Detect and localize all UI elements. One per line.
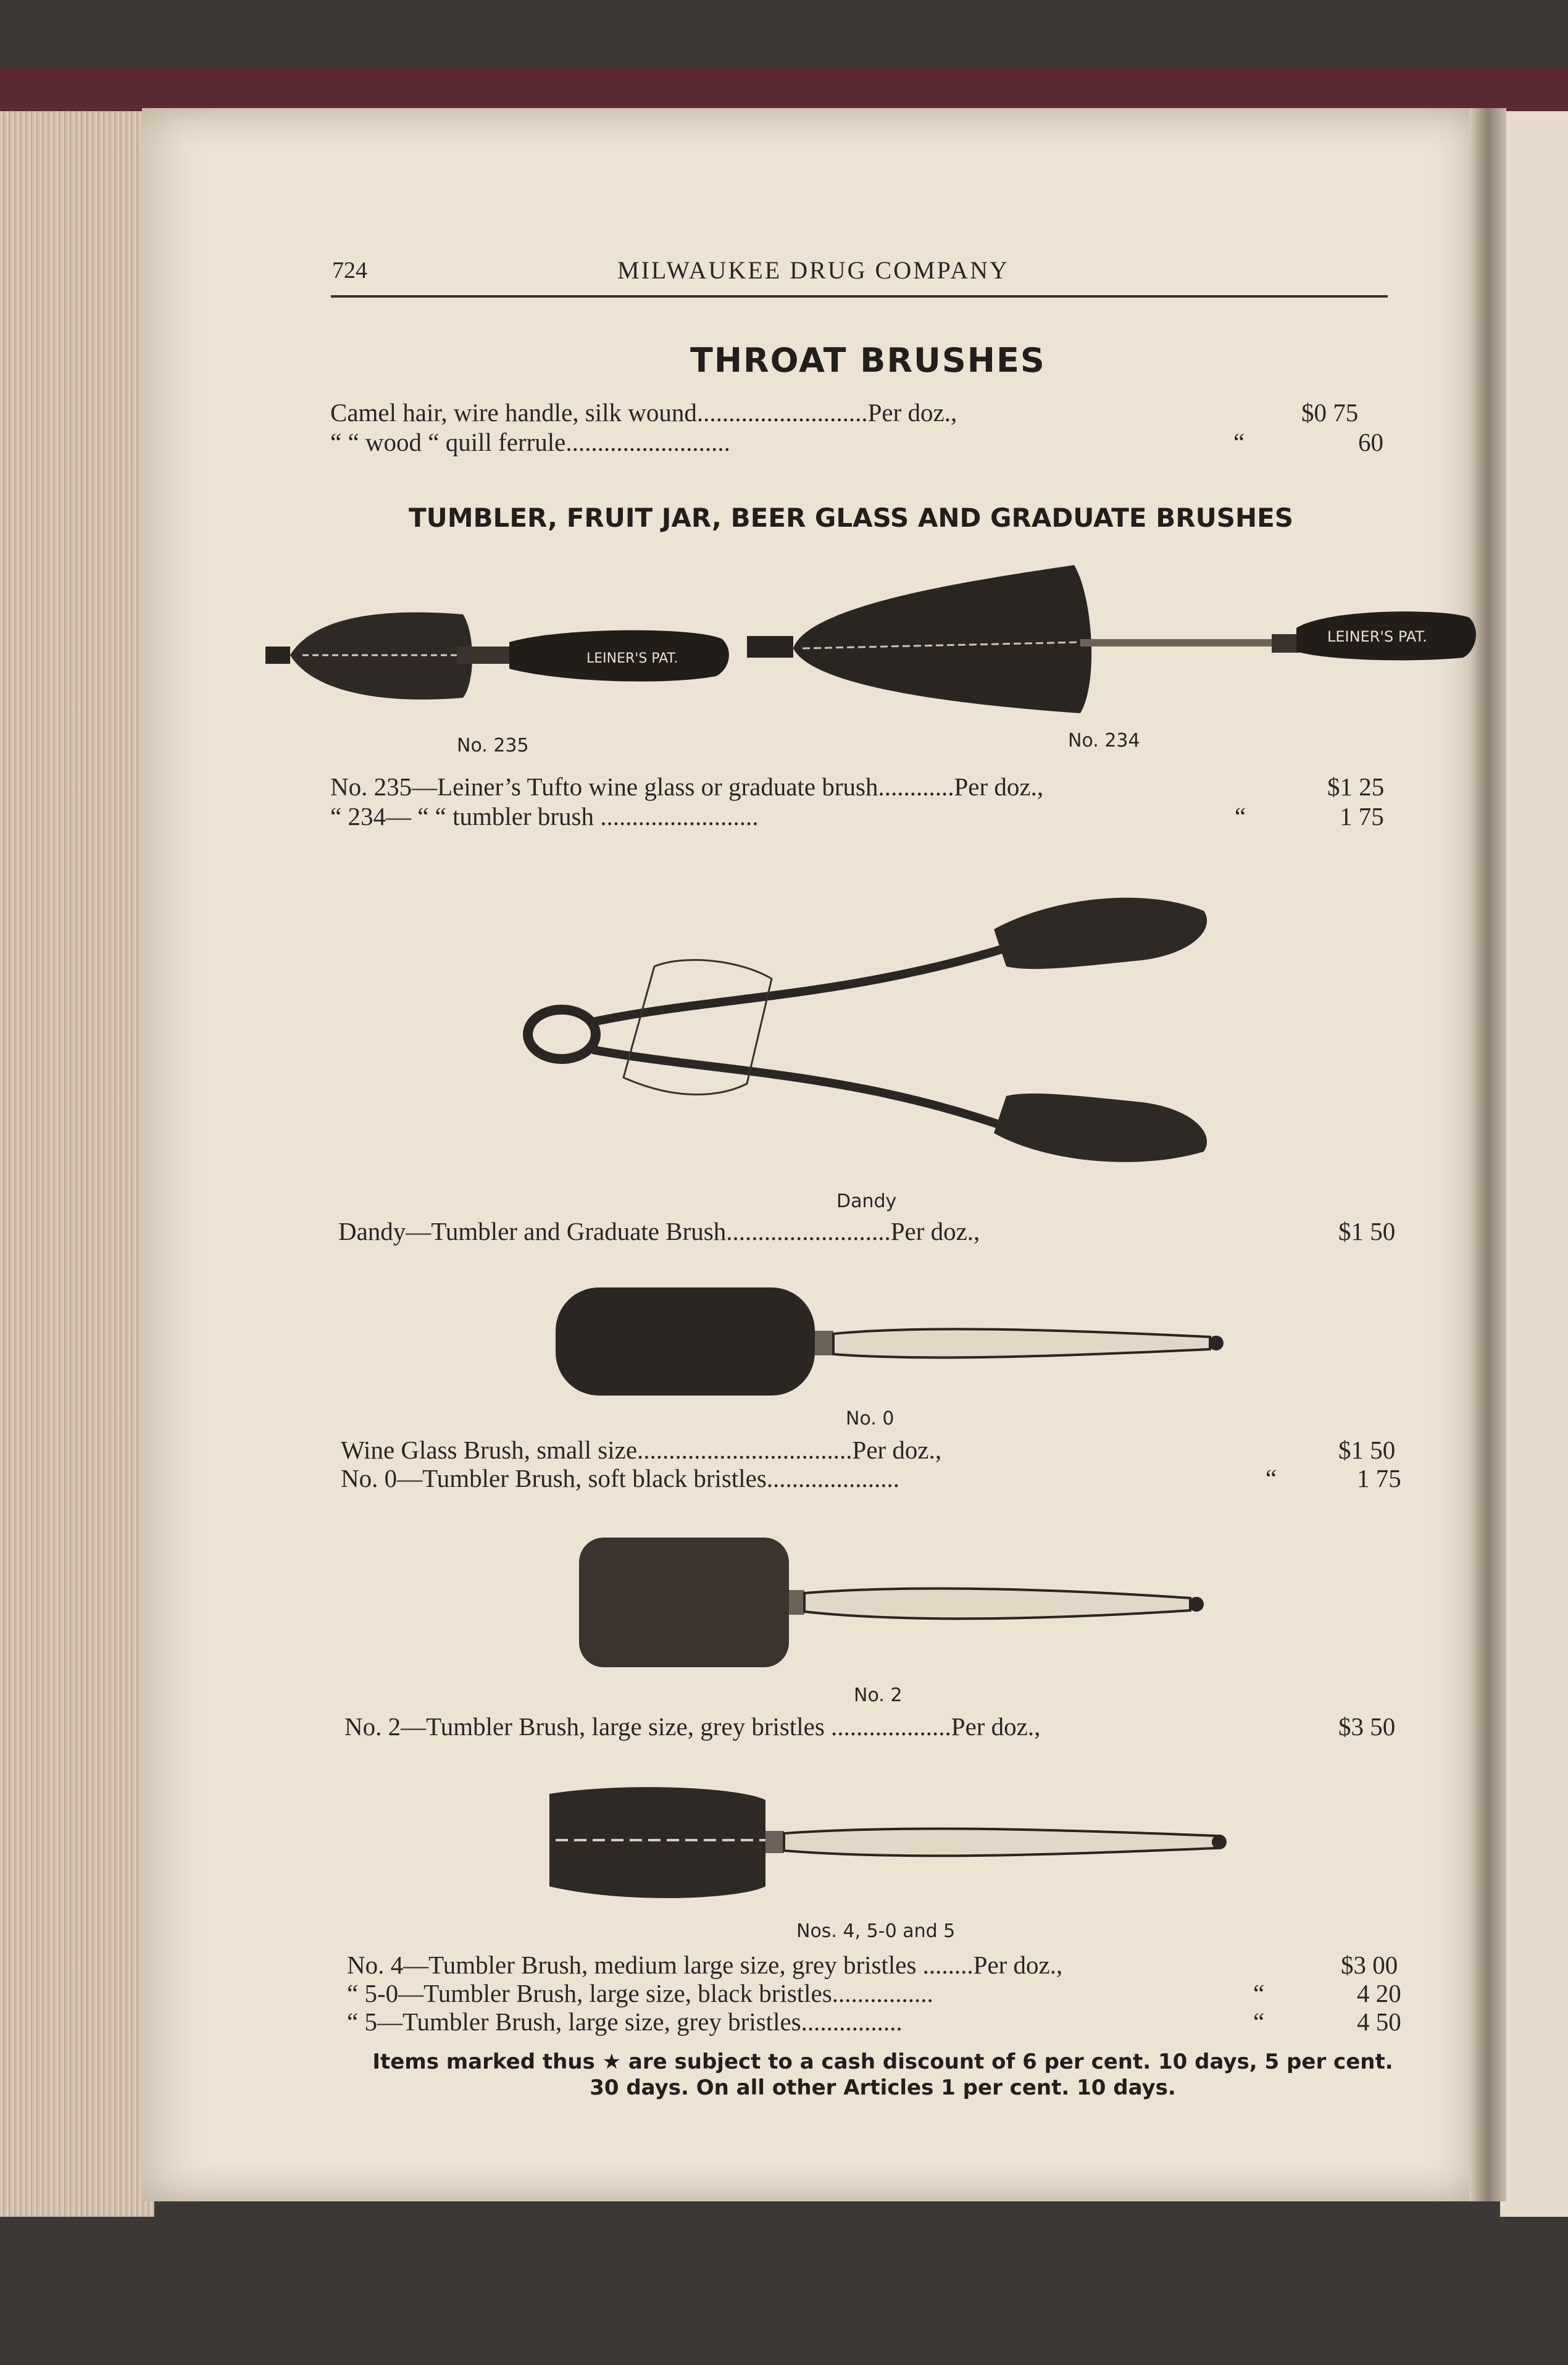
- item-description: Dandy—Tumbler and Graduate Brush: [338, 1217, 727, 1245]
- price-unit: Per doz.,: [951, 1712, 1041, 1741]
- price-line: No. 0—Tumbler Brush, soft black bristles.....................: [341, 1464, 900, 1492]
- item-description: No. 2—Tumbler Brush, large size, grey bristles: [344, 1712, 825, 1741]
- price-line: Camel hair, wire handle, silk wound...........................Per doz.,: [330, 398, 957, 427]
- price-value: 60: [1358, 428, 1383, 456]
- price-value: $3 50: [1338, 1712, 1396, 1741]
- price-value: 4 50: [1357, 2007, 1401, 2036]
- brush-nos-4-illustration: [537, 1769, 1222, 1911]
- price-value: $1 25: [1327, 772, 1385, 801]
- page-number: 724: [332, 257, 367, 283]
- discount-footnote: [346, 2049, 1420, 2101]
- price-unit: “: [1233, 428, 1245, 456]
- item-description: “ “ wood “ quill ferrule: [330, 428, 566, 456]
- price-unit: “: [1266, 1464, 1277, 1492]
- item-description: Camel hair, wire handle, silk wound: [330, 398, 697, 427]
- item-description: “ 234— “ “ tumbler brush: [330, 802, 594, 831]
- price-unit: Per doz.,: [973, 1951, 1063, 1979]
- section-title-tumbler-brushes: TUMBLER, FRUIT JAR, BEER GLASS AND GRADUATE BRUSHES: [409, 503, 1294, 533]
- item-description: No. 235—Leiner’s Tufto wine glass or graduate brush: [330, 772, 878, 801]
- price-line: Dandy—Tumbler and Graduate Brush..........................Per doz.,: [338, 1217, 980, 1245]
- item-description: No. 4—Tumbler Brush, medium large size, grey bristles: [347, 1951, 917, 1979]
- price-unit: “: [1253, 1979, 1265, 2007]
- price-value: $0 75: [1301, 398, 1359, 427]
- price-unit: “: [1253, 2007, 1265, 2036]
- caption-no-235: No. 235: [457, 735, 529, 756]
- brush-no-0-illustration: [556, 1275, 1222, 1405]
- header-rule: [331, 295, 1388, 298]
- item-description: Wine Glass Brush, small size: [341, 1436, 638, 1464]
- price-value: 1 75: [1357, 1464, 1401, 1492]
- dandy-brush-illustration: [525, 874, 1216, 1170]
- price-line: “ 234— “ “ tumbler brush .........................: [330, 802, 759, 831]
- price-line: “ 5-0—Tumbler Brush, large size, black bristles................: [347, 1979, 933, 2007]
- brush-234-illustration: [747, 559, 1475, 726]
- item-description: “ 5-0—Tumbler Brush, large size, black bristles: [347, 1979, 832, 2007]
- page-stack-edges: [0, 111, 154, 2217]
- price-line: “ “ wood “ quill ferrule..........................: [330, 428, 730, 456]
- brush-no-2-illustration: [579, 1531, 1203, 1673]
- brush-234-stamp: LEINER'S PAT.: [1327, 628, 1427, 645]
- price-unit: Per doz.,: [954, 772, 1044, 801]
- price-line: “ 5—Tumbler Brush, large size, grey bristles................: [347, 2007, 903, 2036]
- price-unit: Per doz.,: [867, 398, 957, 427]
- price-value: $1 50: [1338, 1436, 1396, 1464]
- price-line: No. 2—Tumbler Brush, large size, grey bristles ...................Per doz.,: [344, 1712, 1041, 1741]
- book-gutter: [1469, 108, 1506, 2201]
- price-value: 4 20: [1357, 1979, 1401, 2007]
- running-head: MILWAUKEE DRUG COMPANY: [617, 256, 1009, 284]
- brush-235-illustration: [265, 590, 735, 713]
- price-value: $1 50: [1338, 1217, 1396, 1245]
- caption-dandy: Dandy: [836, 1191, 897, 1212]
- caption-no-0: No. 0: [846, 1408, 895, 1429]
- section-title-throat-brushes: THROAT BRUSHES: [690, 341, 1046, 380]
- caption-nos-4: Nos. 4, 5-0 and 5: [796, 1920, 956, 1942]
- price-unit: “: [1235, 802, 1246, 831]
- price-value: 1 75: [1340, 802, 1384, 831]
- facing-page-fragment: [1500, 111, 1568, 2217]
- footnote-line-1: Items marked thus ★ are subject to a cash discount of 6 per cent. 10 days, 5 per cent.: [372, 2049, 1393, 2074]
- price-unit: Per doz.,: [852, 1436, 942, 1464]
- footnote-line-2: 30 days. On all other Articles 1 per cent. 10 days.: [590, 2075, 1176, 2100]
- price-value: $3 00: [1341, 1951, 1398, 1979]
- item-description: “ 5—Tumbler Brush, large size, grey bristles: [347, 2007, 801, 2036]
- price-line: No. 235—Leiner’s Tufto wine glass or graduate brush............Per doz.,: [330, 772, 1044, 801]
- item-description: No. 0—Tumbler Brush, soft black bristles: [341, 1464, 767, 1492]
- price-line: No. 4—Tumbler Brush, medium large size, grey bristles ........Per doz.,: [347, 1951, 1063, 1979]
- price-unit: Per doz.,: [890, 1217, 980, 1245]
- caption-no-234: No. 234: [1068, 730, 1140, 751]
- caption-no-2: No. 2: [854, 1685, 903, 1706]
- price-line: Wine Glass Brush, small size..................................Per doz.,: [341, 1436, 942, 1464]
- brush-235-stamp: LEINER'S PAT.: [586, 651, 678, 666]
